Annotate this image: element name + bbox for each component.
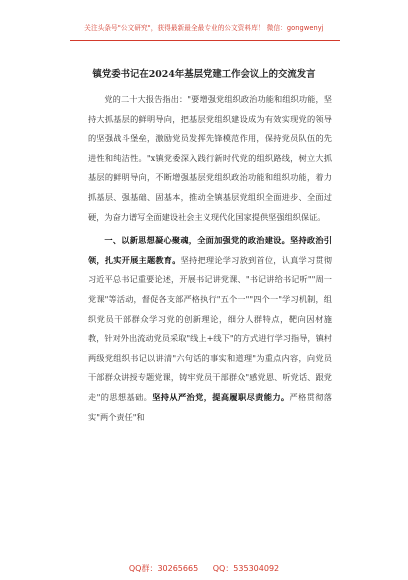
paragraph-section-one [88, 231, 332, 427]
paragraph-intro: 党的二十大报告指出："要增强党组织政治功能和组织功能，坚持大抓基层的鲜明导向，把基层党组织建设成为有效实现党的领导的坚强战斗堡垒，激励党员发挥先锋模范作用，保持党员队伍的先进性和纯洁性。"x镇党委深入践行新时代党的组织路线，树立大抓基层的鲜明导向，不断增强基层党组织政治功能和组织功能，着力抓基层、强基础、固基本，推动全镇基层党组织全面进步、全面过硬，为奋力谱写全面建设社会主义现代化国家提供坚强组织保证。 [88, 94, 332, 222]
qq-contact: QQ：535304092 [212, 564, 280, 573]
document-title: 镇党委书记在2024年基层党建工作会议上的交流发言 [92, 69, 316, 80]
section-heading: 一、以新思想凝心聚魂，全面加强党的政治建设。坚持政治引领，扎实开展主题教育。 [88, 235, 332, 265]
header-divider [70, 40, 340, 41]
section-tail: 严格贯彻落实"两个责任"和 [88, 391, 332, 422]
section-body: 坚持把理论学习放到首位，认真学习贯彻习近平总书记重要论述，开展书记讲党课、"书记讲给书记听""周一党课"等活动，督促各支部严格执行"五个一""四个一"学习机制，组织党员干部群众学习党的创新理论，细分人群特点，靶向因材施教，针对外出流动党员采取"线上+线下"的方式进行学习指导，镇村两级党组织书记以讲清"六句话的事实和道理"为重点内容，向党员干部群众讲授专题党课，铸牢党员干部群众"感党恩、听党话、跟党走"的思想基础。 [88, 254, 332, 402]
qq-group: QQ群：30265665 [128, 564, 199, 573]
section-subheading: 坚持从严治党，提高履职尽责能力。 [152, 391, 290, 402]
promo-header: 关注头条号"公文研究"，获得最新最全最专业的公文资料库！ 微信：gongwenyj [84, 24, 324, 32]
contact-footer [0, 563, 408, 574]
document-body [88, 90, 332, 427]
